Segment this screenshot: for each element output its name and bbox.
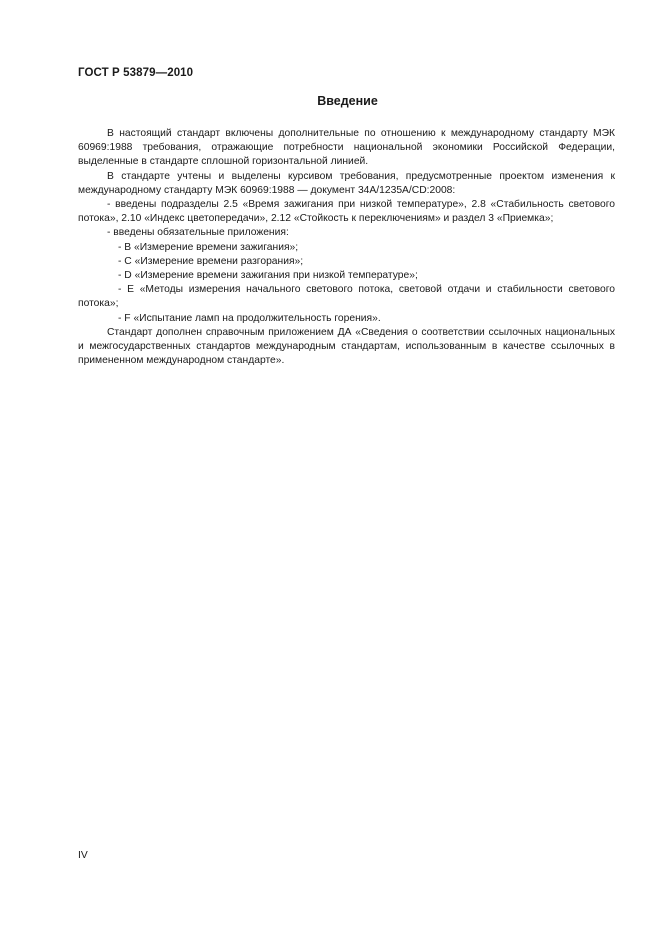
page-number: IV — [78, 850, 88, 861]
body-text — [78, 127, 615, 368]
paragraph-italic-requirements: В стандарте учтены и выделены курсивом требования, предусмотренные проектом изменения к международному стандарту МЭК 60969:1988 — документ 34А/1235А/CD:2008: — [78, 170, 615, 196]
list-item-annexes: - введены обязательные приложения: — [107, 227, 289, 239]
list-item-subsections: - введены подразделы 2.5 «Время зажигания при низкой температуре», 2.8 «Стабильность светового потока», 2.10 «Индекс цветопередачи», 2.12 «Стойкость к переключениям» и раздел 3 «Приемка»; — [78, 199, 615, 225]
annex-item-b: - В «Измерение времени зажигания»; — [118, 241, 299, 253]
annex-item-f: - F «Испытание ламп на продолжительность горения». — [118, 312, 381, 324]
annex-item-e: - Е «Методы измерения начального светового потока, световой отдачи и стабильности светового потока»; — [78, 284, 615, 310]
annex-item-d: - D «Измерение времени зажигания при низкой температуре»; — [118, 270, 418, 282]
paragraph-additional-requirements: В настоящий стандарт включены дополнительные по отношению к международному стандарту МЭК 60969:1988 требования, отражающие потребности национальной экономики Российской Федерации, выделенные в стандарте сплошной горизонтальной линией. — [78, 128, 615, 168]
paragraph-reference-annex: Стандарт дополнен справочным приложением ДА «Сведения о соответствии ссылочных национальных и межгосударственных стандартов международным стандартам, использованным в качестве ссылочных в примененном международном стандарте». — [78, 326, 615, 367]
section-title: Введение — [317, 94, 378, 108]
standard-number-header: ГОСТ Р 53879—2010 — [78, 67, 194, 79]
annex-item-c: - С «Измерение времени разгорания»; — [118, 255, 304, 267]
